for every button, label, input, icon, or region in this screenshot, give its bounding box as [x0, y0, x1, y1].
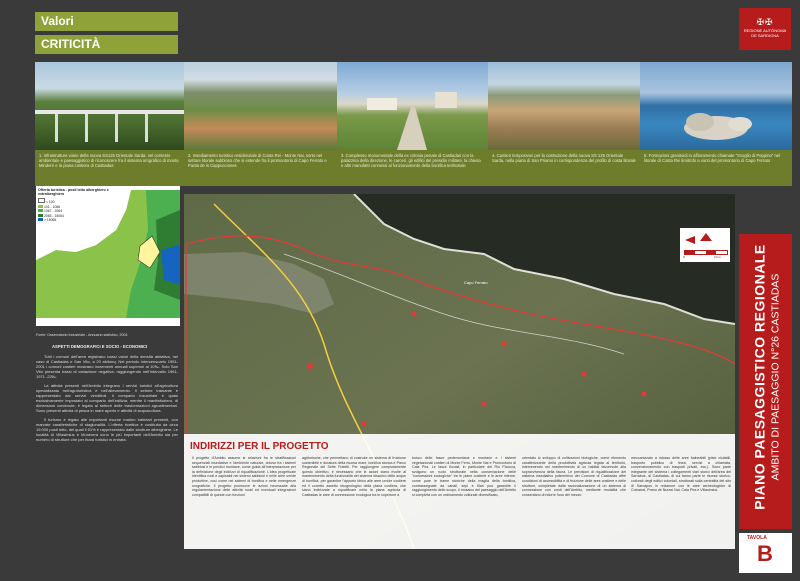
- inset-legend-title: Offerta turistica - posti letto alberghiero e extralberghiero: [38, 188, 109, 197]
- legend-swatch-4: [38, 214, 43, 217]
- map-legend-box: [680, 228, 730, 262]
- legend-swatch-2: [38, 205, 43, 208]
- left-text-p1: Tutti i comuni dell'area registrano bassi valori della densità abitativa, nel caso di Castiadas e San Vito, a 20 ab/kmq. Nel periodo intercensuario 1951-2001 i comuni costieri mostrano incrementi annuali superiori al 10‰. Solo San Vito presenta bassi di variazione negativa, raggiungendo nell'intervallo 1961-1971 -22‰.: [36, 354, 178, 379]
- legend-item-3: 1067 - 2064: [38, 209, 78, 214]
- caption-4: 4. Cantieri temporanei per la costruzione della nuova SS 125 Orientale Sarda, nella piana di San Priamo in corrispondenza del profilo di costa litorale: [488, 150, 640, 186]
- legend-item-2: 101 - 1066: [38, 205, 78, 210]
- valori-header: Valori: [35, 12, 178, 31]
- left-text-p2: La attività presenti nell'Ambito integrano i servizi turistici all'agricoltura specializzata nell'agroturistica e nell'allevamento. Il settore trainante è rappresentato dai servizi venditioli. Il comparto insustriale è quasi esclusivamente impostato al comparto dell'edilizia, mentre il manifatturiero, di dimensioni contenute, è legato al settore delle trasformazioni agroalimentari. Sono presenti attività di pesca in mare aperto e attività di acquacoltura.: [36, 383, 178, 413]
- caption-1: 1. Infrastrutture viarie della nuova SS125 Orientale Sarda: nel contesto ambientale e paesaggistico di riconoscere fra il sistema orografico di monte Minderri e la piana costiera di Castiadas: [35, 150, 184, 186]
- inset-source: Fonte: Osservatorio Industriale - Annuario statistico, 2004: [36, 333, 128, 337]
- scale-end: 2 km: [714, 255, 721, 259]
- four-moors-icon: ✠✠: [756, 17, 774, 27]
- indirizzi-col-2: agriturische, che permettano di costruire un sistema di fruizione sostenibile e duratura della risorsa mare, bonifica storica e Parco Regionale del Sette Fratelli. Per raggiungere compiutamente questo obiettivo, è necessario che le azioni siano rivolte al mantenimento della funzionalità del sistema idraulico delle acque di bonifica, per garantire l'apporto idrico alle aree umide costiere ed il corretto assetto idrogeologico della piana costiera, che siano indirizzate a riqualificare nella la piana agricola di Castiadas le aree di connessione ecologica tra le coperture a: [302, 456, 406, 497]
- photo-3-colonia-penale: [337, 62, 488, 150]
- tavola-label: TAVOLA: [747, 535, 767, 541]
- left-text-heading: ASPETTI DEMOGRAFICI E SOCIO - ECONOMICI: [52, 344, 148, 349]
- region-logo: [739, 8, 791, 50]
- photo-1-road-viaduct: [35, 62, 184, 150]
- photo-2-costa-rei: [184, 62, 337, 150]
- left-text-body: [36, 354, 178, 546]
- place-label-capo-ferrato: Capo Ferrato: [464, 280, 488, 285]
- legend-item-4: 2065 - 15064: [38, 214, 78, 219]
- inset-tourism-map: [36, 186, 180, 326]
- title-text-block: [752, 230, 782, 525]
- legend-swatch-5: [38, 218, 43, 221]
- legend-item-1: < 100: [38, 198, 78, 205]
- criticita-header: CRITICITÀ: [35, 35, 178, 54]
- scale-bar: [684, 250, 728, 255]
- scale-triangle-icon: [700, 233, 712, 241]
- indirizzi-panel: [184, 434, 735, 549]
- ambito-title: AMBITO DI PAESAGGIO N°26 CASTIADAS: [769, 273, 782, 481]
- legend-item-5: > 15065: [38, 218, 78, 223]
- legend-swatch-1: [38, 198, 45, 203]
- photo-4-road-works: [488, 62, 640, 150]
- left-text-p3: Il turismo è legato alle importanti risorse marino balneari presenti, con marcate caratteristiche di stagionalità. L'offerta ricettiva è costituita da circa 19.000 posti letto, dei quali il 51% è rappresentato dalle strutture alberghiere. Le località di Villasimius e Muravera sono le più importanti dell'Ambito sia per numero di strutture che per flussi turistici in entrata.: [36, 417, 178, 442]
- indirizzi-col-5: meccanizzato a ridosso delle aree balneabili (piste ciclabili, trasporto pubblico di linea, servizi a chiamata, convenzionamento con trasporti privati, ecc.). Sono parte integrante del sistema i collegamenti viari storici dell'area del Sarrabus, di Castiadas, di cui fanno parte le risorse storico-culturali degli edifici coloniali, strutturati sulla centralità del sito di Sarcapos in relazione con le aree archeologiche di Colostrai, Pranu de Nuraxi Nai, Cala Pira e Villasimius.: [631, 456, 731, 493]
- photo-5-granite-rocks: [640, 62, 792, 150]
- north-arrow-icon: [685, 232, 695, 242]
- title-bar: [739, 234, 792, 529]
- scale-start: 0: [683, 255, 685, 259]
- caption-5: 5. Formazioni granitoidi in affioramento chiamate "Scoglio di Peppino" nel litorale di Costa Rei limitrofo a vanti del promontorio di Capo Ferrato: [640, 150, 792, 186]
- indirizzi-col-3: bosco delle fasce pedemontane e montane e i sistemi vegetazionali costieri di Monte Ferru, Monte Nai e Promontorio di Cala Pira. Le fasce fluviali, in particolare del Rio Picocca, svolgono un ruolo strutturale nella conservazione delle "connessioni ecologiche" tra le piane costiere e le aree interne, come pure le trame storiche della maglia della bonifica, contrassegnate da canali, sepi e filari può garantire il raggiungimento dello scopo. Il mosaico del paesaggio dell'Ambito si completa con un ordinamento colturale diversificato,: [412, 456, 516, 497]
- legend-swatch-3: [38, 209, 43, 212]
- logo-line2: DE SARDIGNA: [751, 33, 779, 38]
- indirizzi-col-4: orientato lo sviluppo di coltivazioni biologiche, come elemento caratterizzante della produttività agricola legata al territorio, intervenendo nel mantenimento di un habitat favorevole alla sopravvivenza della fauna. Le previsioni di riqualificazione del sistema insediativo policentrico del Comune di Castiadas affre condizioni di accessibilità e di fruizione delle aree costiere e delle strutture, completate dalla razionalizzazione di un sistema di connessione con cordi dell'Ambito, mediante modalità che consentano di ridurre l'uso del mezzo: [522, 456, 626, 497]
- logo-line1: REGIONE AUTÒNOMA: [743, 28, 787, 33]
- plan-title: PIANO PAESAGGISTICO REGIONALE: [751, 244, 768, 510]
- tavola-box: [739, 533, 792, 573]
- indirizzi-col-1: Il progetto d'Ambito assume le relazioni fra le stratificazioni sequenziali insediative e l'ambiente naturale, chiuso fra i sistemi sabbiosi e le pendici montane, come guida all'interpretazione per la definizione degli indirizzi di riqualificazione. L'idea progettuale identifica ruoli e capisaldi nei sistemi sabbiosi e nelle aree umide produttive, così come nei sistemi di bonifica e nelle emergenze orografiche. Il progetto promuove le azioni necessarie alla regolamentazione delle attività rurali ed eventuali integrazioni compatibili di queste con funzioni: [192, 456, 296, 497]
- caption-3: 3. Complesso monumentale della ex colonia penale di Castiadas con la palazzina della direzione, le carceri, gli edifici del presidio militare, la chiesa e altri manufatti connessi al funzionamento della bonifica territoriale: [337, 150, 488, 186]
- indirizzi-title: INDIRIZZI PER IL PROGETTO: [190, 441, 329, 452]
- inset-legend: [38, 198, 78, 223]
- caption-2: 2. Insediamento turistico residenziale di Costa Rei - Monte Nai, sorto nel settore litorale sabbioso che si estende fra il promontorio di Capo Ferrato e Punta de is Cappucciones: [184, 150, 337, 186]
- tavola-letter: B: [757, 541, 773, 566]
